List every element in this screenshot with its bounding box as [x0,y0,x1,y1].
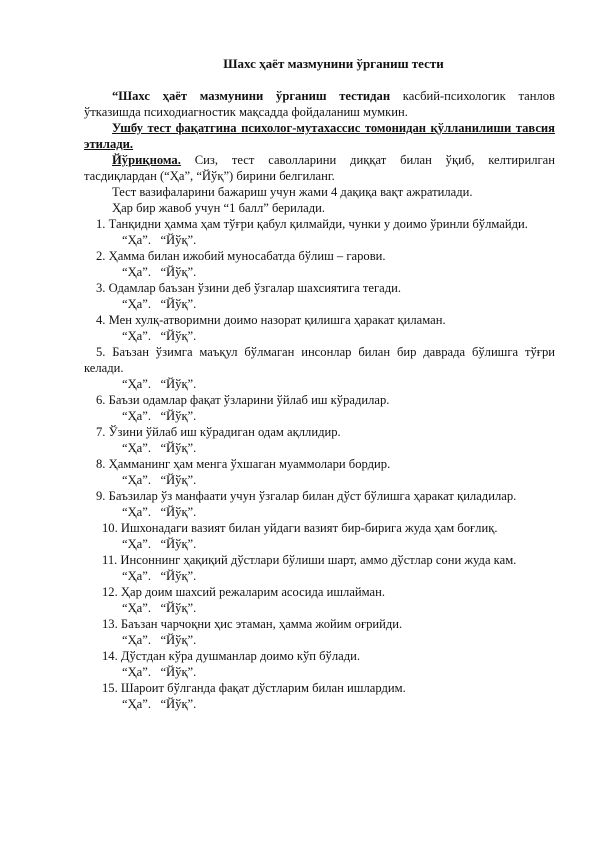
question-text: 10. Ишхонадаги вазият билан уйдаги вазият бир-бирига жуда ҳам боғлиқ. [102,521,498,535]
usage-note-text: Ушбу тест фақатгина психолог-мутахассис томонидан қўлланилиши тавсия этилади. [84,121,555,151]
question-item [84,552,555,584]
question-item [84,456,555,488]
document-title: Шахс ҳаёт мазмунини ўрганиш тести [223,56,444,71]
question-text: 13. Баъзан чарчоқни ҳис этаман, ҳамма жойим оғрийди. [102,617,403,631]
answer-options: “Ҳа”. “Йўқ”. [122,537,197,551]
question-text: 11. Инсоннинг ҳақиқий дўстлари бўлиши шарт, аммо дўстлар сони жуда кам. [102,553,517,567]
question-item [84,520,555,552]
intro-text: касбий-психологик танлов ўтказишда психодиагностик мақсадда фойдаланиш мумкин. [84,89,555,119]
question-text: 8. Ҳамманинг ҳам менга ўхшаган муаммолари бордир. [96,457,391,471]
answer-options: “Ҳа”. “Йўқ”. [122,377,197,391]
answer-options: “Ҳа”. “Йўқ”. [122,409,197,423]
question-item [84,680,555,712]
document-page [84,56,555,712]
question-item [84,616,555,648]
question-item [84,584,555,616]
intro-bold-text: “Шахс ҳаёт мазмунини ўрганиш тестидан [112,89,391,103]
question-text: 1. Танқидни ҳамма ҳам тўғри қабул қилмайди, чунки у доимо ўринли бўлмайди. [96,217,528,231]
question-item [84,392,555,424]
intro-paragraph [84,88,555,120]
question-item [84,248,555,280]
question-item [84,280,555,312]
answer-options: “Ҳа”. “Йўқ”. [122,441,197,455]
answer-options: “Ҳа”. “Йўқ”. [122,665,197,679]
usage-note [84,120,555,152]
question-item [84,424,555,456]
instruction-paragraph [84,152,555,184]
instruction-text: Сиз, тест саволларини диққат билан ўқиб, келтирилган тасдиқлардан (“Ҳа”, “Йўқ”) бирини белгиланг. [84,153,555,183]
question-item [84,488,555,520]
answer-options: “Ҳа”. “Йўқ”. [122,265,197,279]
answer-options: “Ҳа”. “Йўқ”. [122,505,197,519]
instruction-label: Йўриқнома. [112,153,181,167]
question-text: 14. Дўстдан кўра душманлар доимо кўп бўлади. [102,649,361,663]
question-list [84,216,555,712]
answer-options: “Ҳа”. “Йўқ”. [122,233,197,247]
question-text: 12. Ҳар доим шахсий режаларим асосида ишлайман. [102,585,386,599]
answer-options: “Ҳа”. “Йўқ”. [122,329,197,343]
question-item [84,648,555,680]
question-text: 7. Ўзини ўйлаб иш кўрадиган одам ақллидир. [96,425,341,439]
question-text: 9. Баъзилар ўз манфаати учун ўзгалар билан дўст бўлишга ҳаракат қиладилар. [96,489,517,503]
question-item [84,312,555,344]
answer-options: “Ҳа”. “Йўқ”. [122,473,197,487]
answer-options: “Ҳа”. “Йўқ”. [122,697,197,711]
question-text: 3. Одамлар баъзан ўзини деб ўзгалар шахсиятига тегади. [96,281,402,295]
answer-options: “Ҳа”. “Йўқ”. [122,569,197,583]
question-text: 4. Мен хулқ-атворимни доимо назорат қилишга ҳаракат қиламан. [96,313,446,327]
question-text: 5. Баъзан ўзимга маъқул бўлмаган инсонлар билан бир даврада бўлишга тўғри келади. [84,345,555,375]
score-note: Ҳар бир жавоб учун “1 балл” берилади. [112,201,326,215]
question-item [84,344,555,392]
answer-options: “Ҳа”. “Йўқ”. [122,601,197,615]
question-text: 15. Шароит бўлганда фақат дўстларим билан ишлардим. [102,681,406,695]
question-text: 2. Ҳамма билан ижобий муносабатда бўлиш – гарови. [96,249,386,263]
question-item [84,216,555,248]
question-text: 6. Баъзи одамлар фақат ўзларини ўйлаб иш кўрадилар. [96,393,390,407]
answer-options: “Ҳа”. “Йўқ”. [122,633,197,647]
answer-options: “Ҳа”. “Йўқ”. [122,297,197,311]
time-note: Тест вазифаларини бажариш учун жами 4 дақиқа вақт ажратилади. [112,185,473,199]
